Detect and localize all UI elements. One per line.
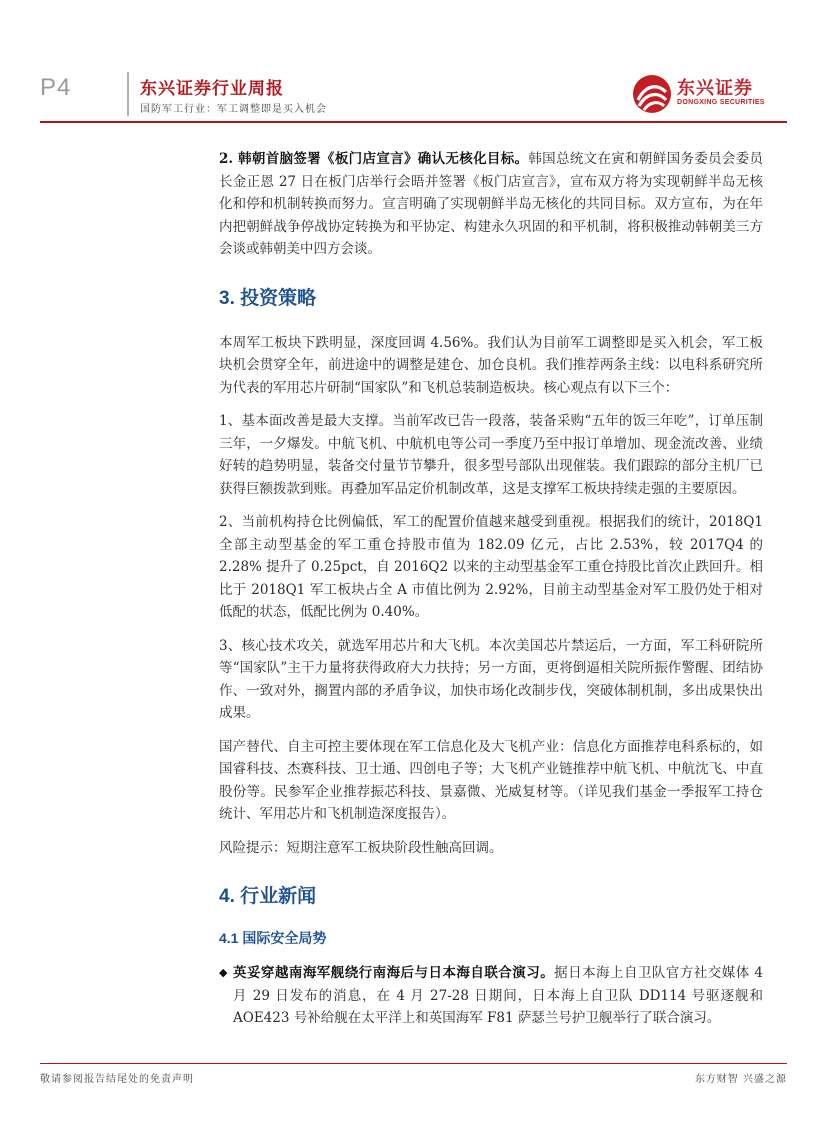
summit-lead: 2. 韩朝首脑签署《板门店宣言》确认无核化目标。 (219, 151, 529, 167)
logo-english-text: DONGXING SECURITIES (677, 99, 765, 106)
strategy-point-2: 2、当前机构持仓比例偏低，军工的配置价值越来越受到重视。根据我们的统计，2018Q1 全部主动型基金的军工重仓持股市值为 182.09 亿元，占比 2.53%，较 2017Q4 的 2.28% 提升了 0.25pct，自 2016Q2 以来的主动型基金军工重仓持股比首次止跌回升。相比于 2018Q1 军工板块占全 A 市值比例为 2.92%，目前主动型基金对军工股仍处于相对低配的状态，低配比例为 0.40%。 (219, 514, 763, 620)
header-divider (127, 72, 129, 116)
section-4-1-heading: 4.1 国际安全局势 (219, 930, 327, 946)
news-item (219, 962, 763, 1030)
summit-paragraph (219, 148, 763, 261)
disclaimer-note: 敬请参阅报告结尾处的免责声明 (40, 1074, 194, 1085)
strategy-point-3: 3、核心技术攻关，就选军用芯片和大飞机。本次美国芯片禁运后，一方面，军工科研院所等“国家队”主干力量将获得政府大力扶持；另一方面，更将倒逼相关院所振作警醒、团结协作、一致对外，搁置内部的矛盾争议，加快市场化改制步伐，突破体制机制，多出成果快出成果。 (219, 637, 763, 721)
section-3-heading: 3. 投资策略 (219, 287, 317, 309)
footer-rule (40, 1063, 787, 1064)
summit-text: 韩国总统文在寅和朝鲜国务委员会委员长金正恩 27 日在板门店举行会晤并签署《板门店宣言》，宣布双方将为实现朝鲜半岛无核化和停和机制转换而努力。宣言明确了实现朝鲜半岛无核化的共同目标。双方宣布，为在年内把朝鲜战争停战协定转换为和平协定、构建永久巩固的和平机制，将积极推动韩朝美三方会谈或韩朝美中四方会谈。 (219, 151, 763, 257)
report-title: 东兴证券行业周报 (140, 79, 284, 98)
header-rule (40, 121, 787, 123)
news-item-text: 据日本海上自卫队官方社交媒体 4 月 29 日发布的消息，在 4 月 27-28 日期间，日本海上自卫队 DD114 号驱逐舰和 AOE423 号补给舰在太平洋上和英国海军 F81 萨瑟兰号护卫舰举行了联合演习。 (233, 965, 764, 1026)
diamond-bullet-icon: ◆ (219, 966, 228, 979)
page-number: P4 (40, 74, 72, 101)
section-4-heading: 4. 行业新闻 (219, 886, 317, 907)
footer-slogan: 东方财智 兴盛之源 (694, 1074, 787, 1085)
news-item-paragraph (233, 962, 763, 1030)
report-subtitle: 国防军工行业：军工调整即是买入机会 (140, 104, 327, 115)
strategy-intro: 本周军工板块下跌明显，深度回调 4.56%。我们认为目前军工调整即是买入机会，军工板块机会贯穿全年，前进途中的调整是建仓、加仓良机。我们推荐两条主线：以电科系研究所为代表的军用芯片研制“国家队”和飞机总装制造板块。核心观点有以下三个： (219, 334, 763, 396)
news-item-lead: 英妥穿越南海军舰绕行南海后与日本海自联合演习。 (233, 965, 555, 981)
main-content (219, 148, 763, 1030)
risk-warning: 风险提示：短期注意军工板块阶段性触高回调。 (219, 839, 503, 856)
logo-chinese-text: 东兴证券 (677, 78, 753, 98)
strategy-point-1: 1、基本面改善是最大支撑。当前军改已告一段落，装备采购“五年的饭三年吃”，订单压制三年，一夕爆发。中航飞机、中航机电等公司一季度乃至中报订单增加、现金流改善、业绩好转的趋势明显，装备交付量节节攀升，很多型号部队出现催装。我们跟踪的部分主机厂已获得巨额拨款到账。再叠加军品定价机制改革，这是支撑军工板块持续走强的主要原因。 (219, 413, 763, 497)
strategy-picks: 国产替代、自主可控主要体现在军工信息化及大飞机产业：信息化方面推荐电科系标的，如国睿科技、杰赛科技、卫士通、四创电子等；大飞机产业链推荐中航飞机、中航沈飞、中直股份等。民参军企业推荐振芯科技、景嘉微、光威复材等。（详见我们基金一季报军工持仓统计、军用芯片和飞机制造深度报告）。 (219, 738, 763, 822)
